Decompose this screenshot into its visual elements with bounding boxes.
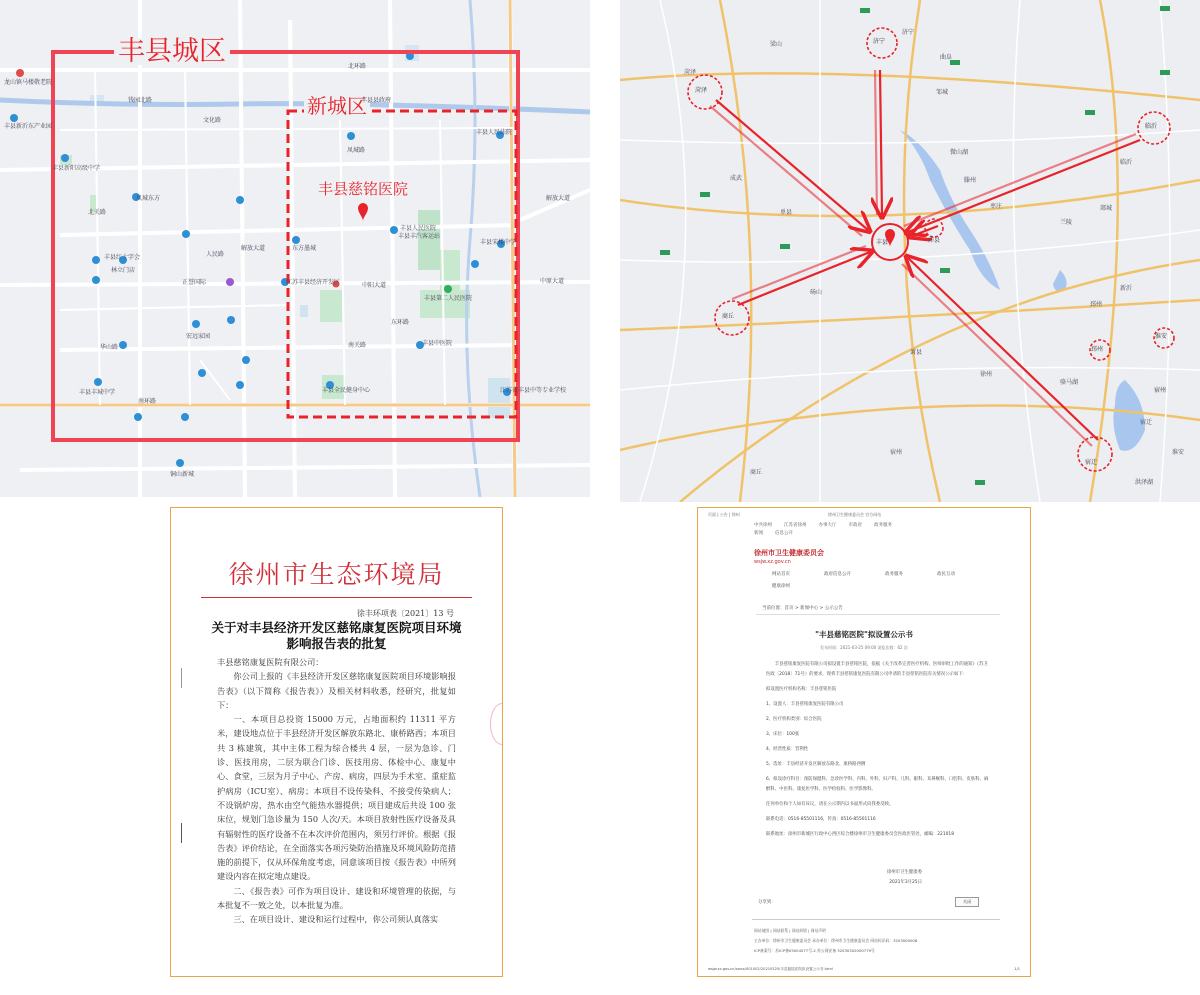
- nav-link[interactable]: 中共徐州: [754, 523, 772, 528]
- poi-label: 丰县人民法院: [476, 129, 513, 136]
- place-label: 单县: [780, 209, 793, 216]
- paragraph: 你公司上报的《丰县经济开发区慈铭康复医院项目环境影响报告表》（以下简称《报告表》）及相关材料收悉，经研究，批复如下：: [217, 671, 456, 710]
- signer: 徐州市卫生健康委: [886, 870, 922, 875]
- poi-label: 丰县县政府: [361, 97, 392, 104]
- place-label: 骆马湖: [1060, 379, 1079, 386]
- poi-label: 丰县新阳高级中学: [52, 165, 101, 172]
- paragraph: 3、床位：100张: [766, 732, 800, 737]
- road-label: 解放大道: [546, 195, 571, 202]
- place-label: 商丘: [750, 469, 763, 476]
- paragraph: 6、拟设诊疗科目：预防保健科、急诊医学科、内科、外科、妇产科、儿科、眼科、耳鼻喉科、口腔科、皮肤科、麻醉科、中医科、康复医学科、医学检验科、医学影像科。: [766, 777, 989, 792]
- poi-label: 正誉国际: [182, 279, 207, 286]
- place-label: 宿州: [890, 449, 903, 456]
- paragraph: 一、本项目总投资 15000 万元，占地面积约 11311 平方米，建设地点位于丰县经济开发区解放东路北、康桥路西；本项目共 3 栋建筑，其中主体工程为综合楼共 4 层，一层为急诊、门诊、医技用房，二层为联合门诊、医技用房、体检中心、康复中心、食堂，三层为月子中心、产房、病房，四层为手术室、重症监护病房（ICU室）、病房；本项目不设传染科、不接受传染病人；不设锅炉房，热水由空气能热水器提供；项目建成后共设 100 张床位，规划门急诊量为 150 人次/天。本项目放射性医疗设备及具有辐射性的医疗设备不在本次评价范围内，须另行评价。根据《报告表》评价结论，在全面落实各项污染防治措施及环境风险防范措施的前提下，仅从环保角度考虑，同意该项目按《报告表》中所列建设内容在拟定地点建设。: [217, 714, 456, 882]
- paragraph: 拟设置医疗机构名称：丰县慈铭医院: [766, 687, 837, 692]
- paragraph: 2、医疗机构类别：综合医院: [766, 717, 822, 722]
- top-nav-secondary: [754, 530, 793, 536]
- poi-label: 宏远家园: [186, 333, 211, 340]
- sign-date: 2021年3月25日: [889, 880, 922, 885]
- paragraph: 1、设置人：丰县慈铭康复医院有限公司: [766, 702, 844, 707]
- seal-edge: [490, 703, 503, 745]
- city-label: 淮安: [1155, 333, 1168, 340]
- place-label: 菏泽: [684, 69, 697, 76]
- document-number: 徐丰环项表〔2021〕13 号: [356, 609, 454, 618]
- road-label: 南关路: [348, 342, 367, 349]
- city-label: 宿州: [1154, 387, 1167, 394]
- paragraph: 4、经营性质：营利性: [766, 747, 809, 752]
- site-url: wsjw.xz.gov.cn: [754, 559, 791, 565]
- center-city-label: 丰县: [876, 239, 889, 246]
- poi-label: 凤城东方: [136, 195, 161, 202]
- divider: [756, 614, 1000, 615]
- menu-item[interactable]: 健康徐州: [772, 584, 790, 589]
- city-label: 商丘: [722, 313, 735, 320]
- menu-item[interactable]: 网站首页: [772, 572, 790, 577]
- place-label: 新沂: [1120, 285, 1133, 292]
- road-label: 文化路: [203, 117, 222, 124]
- place-label: 徐州: [980, 371, 993, 378]
- poi-label: 丰县全民健身中心: [322, 387, 371, 394]
- place-label: 济宁: [902, 29, 915, 36]
- place-label: 邹城: [936, 89, 949, 96]
- poi-label: 丰县丰汽客运站: [398, 233, 441, 240]
- red-divider: [201, 597, 472, 598]
- poi-label: 丰县宋楼中学: [480, 239, 517, 246]
- top-nav: [754, 522, 892, 528]
- share-label: 分享到：: [758, 900, 776, 905]
- paragraph: 联系地址：徐州市新城区行政中心西区综合楼徐州市卫生健康委员会医政医管处，邮编：221018: [766, 832, 954, 837]
- city-label: 菏泽: [695, 87, 708, 94]
- paragraph: 联系电话：0516-85501116，传真：0516-85501116: [766, 817, 876, 822]
- announcement-meta: 发布时间：2021-03-25 09:00 浏览次数：62 次: [820, 645, 908, 650]
- site-brand[interactable]: 徐州市卫生健康委员会: [754, 549, 824, 557]
- addressee: 丰县慈铭康复医院有限公司：: [217, 657, 324, 667]
- menu-item[interactable]: 政务服务: [885, 572, 903, 577]
- city-label: 邳州: [1091, 346, 1104, 353]
- old-district-label: 丰县城区: [114, 38, 230, 65]
- road-label: 北关路: [88, 209, 107, 216]
- poi-label: 丰县第二人民医院: [424, 295, 473, 302]
- road-label: 北环路: [348, 63, 367, 70]
- nav-link[interactable]: 办事大厅: [818, 523, 837, 528]
- print-url: wsjw.xz.gov.cn/xwzx/001002/20210325/丰县慈铭医院拟设置公示书.html: [708, 967, 833, 971]
- poi-label: 江苏丰县经济开发区: [286, 279, 341, 286]
- menu-item[interactable]: 政府信息公开: [824, 572, 851, 577]
- poi-label: 龙山镇马楼敬老院: [4, 79, 53, 86]
- document-body: [217, 655, 456, 927]
- place-label: 萧县: [910, 349, 923, 356]
- road-label: 人民路: [206, 251, 225, 258]
- paragraph: 任何单位和个人如有异议，请在公示期内以书面形式向我委反映。: [766, 802, 894, 807]
- place-label: 微山湖: [950, 149, 969, 156]
- regional-map-canvas: [620, 0, 1200, 502]
- road-label: 华山路: [100, 344, 119, 351]
- footer-divider: [752, 919, 1000, 920]
- poi-label: 东方墨城: [292, 245, 317, 252]
- place-label: 淮安: [1172, 449, 1185, 456]
- close-button[interactable]: 关闭: [955, 897, 979, 907]
- place-label: 曲阜: [940, 54, 953, 61]
- page-index: 1/1: [1014, 967, 1020, 971]
- road-label: 解放大道: [241, 245, 266, 252]
- road-label: 钱园北路: [128, 97, 153, 104]
- nav-link[interactable]: 江苏省徐州: [784, 523, 807, 528]
- nav-link[interactable]: 政务服务: [874, 523, 892, 528]
- footer-links[interactable]: 网站地图 | 网站联系 | 网站纠错 | 网站声明: [754, 928, 826, 933]
- place-label: 梁山: [770, 41, 783, 48]
- new-district-label: 新城区: [304, 96, 370, 116]
- document-heading: 关于对丰县经济开发区慈铭康复医院项目环境影响报告表的批复: [211, 620, 462, 651]
- announcement-body: [766, 660, 990, 845]
- poi-label: 丰县丰城中学: [79, 389, 116, 396]
- place-label: 邳州: [1090, 301, 1103, 308]
- footer-icp: ICP备案号：苏ICP备05004577号-2 苏公网安备 32030302000779号: [754, 948, 875, 953]
- place-label: 兰陵: [1060, 219, 1073, 226]
- paragraph: 5、选址：丰县经济开发区解放东路北、康桥路西侧: [766, 762, 866, 767]
- road-label: 中原大道: [540, 278, 565, 285]
- binding-mark: [181, 823, 182, 843]
- road-label: 凤城路: [347, 147, 366, 154]
- city-label: 临沂: [1145, 123, 1158, 130]
- footer: [754, 926, 1000, 956]
- poi-label: 丰县新沂东产业园: [4, 123, 53, 130]
- eia-approval-document: [170, 507, 503, 977]
- place-label: 枣庄: [990, 203, 1003, 210]
- city-label: 济宁: [873, 38, 886, 45]
- hospital-label: 丰县慈铭医院: [318, 180, 409, 198]
- poi-label: 丰县中医院: [422, 340, 453, 347]
- main-menu: [772, 571, 955, 577]
- print-header-center: 徐州卫生健康委员会 官方网站: [828, 512, 882, 517]
- nav-link[interactable]: 市政府: [848, 523, 862, 528]
- announcement-title: "丰县慈铭医院"拟设置公示书: [815, 630, 913, 639]
- signature-block: [887, 868, 922, 888]
- paragraph: 丰县慈铭康复医院有限公司拟设置丰县慈铭医院，依据《关于改革完善医疗机构、医师审批工作的通知》（苏卫医政〔2018〕71号）的要求，现将丰县慈铭康复医院有限公司申请的丰县慈铭医院有关情况公示如下：: [766, 662, 988, 677]
- poi-label: 江苏省丰县中等专业学校: [500, 387, 567, 394]
- health-commission-announcement: [697, 507, 1031, 977]
- place-label: 滕州: [964, 177, 977, 184]
- paragraph: 二、《报告表》可作为项目设计、建设和环境管理的依据，与本批复不一致之处，以本批复为准。: [217, 885, 456, 911]
- place-label: 宿迁: [1140, 419, 1153, 426]
- place-label: 成武: [730, 175, 743, 182]
- road-label: 东环路: [391, 319, 410, 326]
- nav-link[interactable]: 新闻: [754, 531, 763, 536]
- place-label: 临沂: [1120, 159, 1133, 166]
- print-header-left: 页面 | 公告 | 徐州: [708, 512, 740, 517]
- place-label: 郯城: [1100, 205, 1113, 212]
- poi-label: 丰县红十字会: [104, 254, 141, 261]
- place-label: 沛县: [928, 237, 941, 244]
- fengxian-city-map: [0, 0, 590, 497]
- road-label: 南环路: [138, 398, 157, 405]
- place-label: 砀山: [810, 289, 823, 296]
- footer-info: 主办单位：徐州市卫生健康委员会 承办单位：徐州市卫生健康委员会 网站标识码：3203000008: [754, 938, 918, 943]
- breadcrumb[interactable]: 当前位置：首页 > 新闻中心 > 公示公告: [762, 606, 843, 611]
- road-label: 中阳大道: [362, 282, 387, 289]
- agency-title: 徐州市生态环境局: [228, 560, 445, 589]
- place-label: 洪泽湖: [1135, 479, 1154, 486]
- poi-label: 铜山新城: [170, 471, 195, 478]
- binding-mark: [181, 668, 182, 688]
- regional-map: [620, 0, 1200, 502]
- poi-label: 林立门店: [111, 267, 136, 274]
- paragraph: 三、在项目设计、建设和运行过程中，你公司须认真落实: [233, 914, 439, 925]
- nav-link[interactable]: 信息公开: [775, 531, 793, 536]
- menu-item[interactable]: 政民互动: [937, 572, 955, 577]
- city-label: 宿迁: [1085, 459, 1098, 466]
- poi-label: 丰县人民医院: [400, 225, 437, 232]
